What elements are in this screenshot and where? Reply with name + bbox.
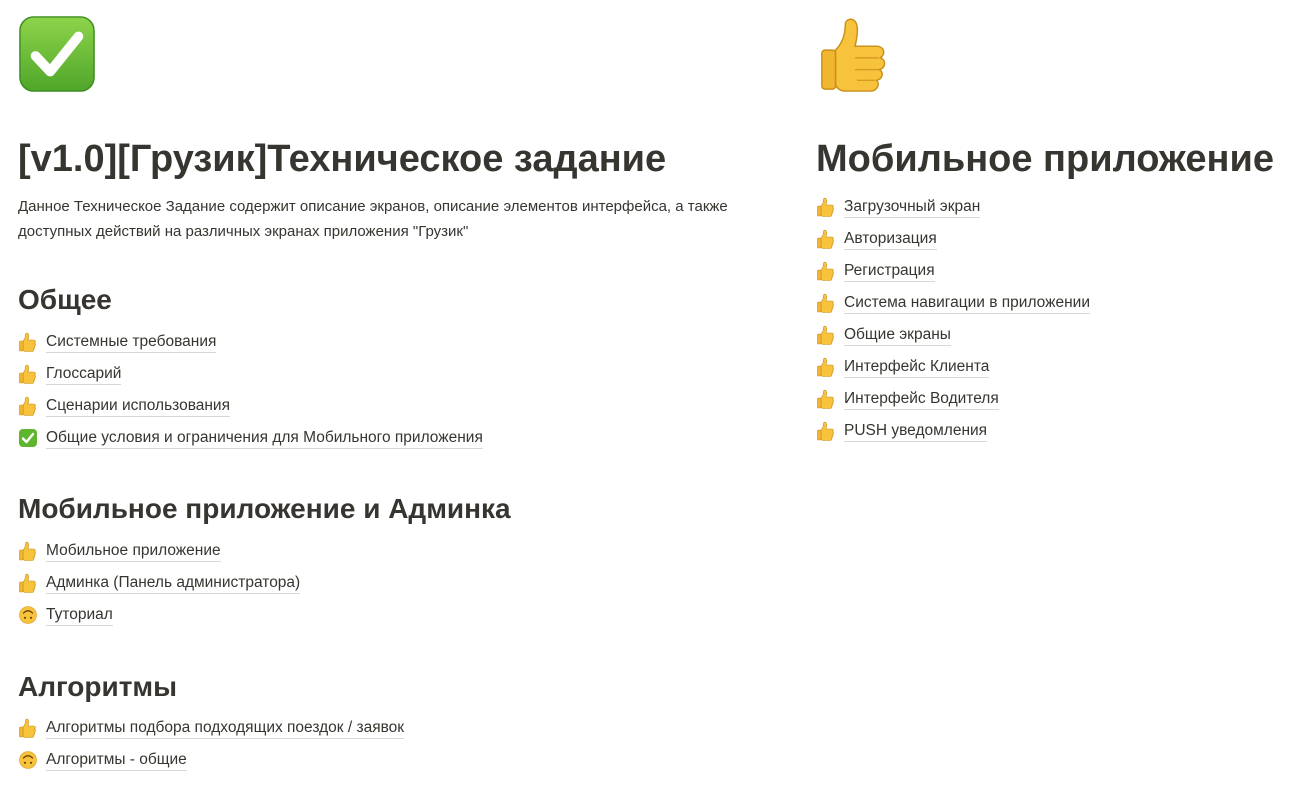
thumbs-up-icon — [18, 364, 38, 384]
thumbs-up-icon — [816, 421, 836, 441]
thumbs-up-icon — [816, 357, 836, 377]
mobile-app-list — [816, 191, 1090, 447]
page-link-mobile-app-3[interactable] — [816, 287, 1090, 319]
page-link-mobile-admin-1[interactable] — [18, 567, 300, 599]
page-link-algorithms-1[interactable] — [18, 744, 404, 776]
thumbs-up-icon — [18, 718, 38, 738]
page-link-general-0[interactable] — [18, 326, 483, 358]
thumbs-up-icon — [816, 14, 894, 94]
page-link-label[interactable]: Алгоритмы подбора подходящих поездок / заявок — [46, 718, 404, 739]
page-link-general-1[interactable] — [18, 358, 483, 390]
page-link-label[interactable]: Система навигации в приложении — [844, 293, 1090, 314]
section-list-mobile-admin — [18, 535, 300, 631]
section-list-general — [18, 326, 483, 454]
page-title: [v1.0][Грузик]Техническое задание — [18, 138, 667, 180]
thumbs-up-icon — [816, 229, 836, 249]
page-link-label[interactable]: Туториал — [46, 605, 113, 626]
page-link-mobile-app-4[interactable] — [816, 319, 1090, 351]
page-link-label[interactable]: Системные требования — [46, 332, 216, 353]
section-heading-algorithms: Алгоритмы — [18, 671, 178, 702]
page-link-mobile-app-5[interactable] — [816, 351, 1090, 383]
page-link-label[interactable]: Сценарии использования — [46, 396, 230, 417]
thumbs-up-icon — [18, 396, 38, 416]
page-link-label[interactable]: Общие условия и ограничения для Мобильного приложения — [46, 428, 483, 449]
page-description: Данное Техническое Задание содержит описание экранов, описание элементов интерфейса, а также доступных действий на различных экранах приложения "Грузик" — [18, 198, 728, 240]
section-heading-mobile-admin: Мобильное приложение и Админка — [18, 493, 511, 524]
page-link-general-3[interactable] — [18, 422, 483, 454]
page-link-mobile-admin-2[interactable] — [18, 599, 300, 631]
page-link-mobile-app-2[interactable] — [816, 255, 1090, 287]
page-link-label[interactable]: Алгоритмы - общие — [46, 750, 187, 771]
page-link-label[interactable]: Интерфейс Клиента — [844, 357, 989, 378]
thumbs-up-icon — [18, 541, 38, 561]
thumbs-up-icon — [816, 197, 836, 217]
page-link-label[interactable]: Загрузочный экран — [844, 197, 980, 218]
page-link-label[interactable]: Регистрация — [844, 261, 935, 282]
page-link-mobile-app-1[interactable] — [816, 223, 1090, 255]
page-link-mobile-admin-0[interactable] — [18, 535, 300, 567]
upside-down-face-icon — [18, 605, 38, 625]
page-link-general-2[interactable] — [18, 390, 483, 422]
thumbs-up-icon — [18, 573, 38, 593]
page-title: Мобильное приложение — [816, 138, 1274, 180]
thumbs-up-icon — [816, 389, 836, 409]
page-link-label[interactable]: Глоссарий — [46, 364, 121, 385]
page-link-label[interactable]: Мобильное приложение — [46, 541, 221, 562]
upside-down-face-icon — [18, 750, 38, 770]
page-link-label[interactable]: Админка (Панель администратора) — [46, 573, 300, 594]
page-link-label[interactable]: Интерфейс Водителя — [844, 389, 999, 410]
page-link-mobile-app-7[interactable] — [816, 415, 1090, 447]
check-mark-button-icon — [18, 14, 96, 94]
page-link-label[interactable]: Общие экраны — [844, 325, 951, 346]
thumbs-up-icon — [816, 261, 836, 281]
section-list-algorithms — [18, 712, 404, 776]
page-link-mobile-app-0[interactable] — [816, 191, 1090, 223]
thumbs-up-icon — [18, 332, 38, 352]
page-link-label[interactable]: PUSH уведомления — [844, 421, 987, 442]
check-mark-button-icon — [18, 428, 38, 448]
page-link-mobile-app-6[interactable] — [816, 383, 1090, 415]
page-link-label[interactable]: Авторизация — [844, 229, 937, 250]
section-heading-general: Общее — [18, 284, 112, 315]
thumbs-up-icon — [816, 325, 836, 345]
page-link-algorithms-0[interactable] — [18, 712, 404, 744]
thumbs-up-icon — [816, 293, 836, 313]
